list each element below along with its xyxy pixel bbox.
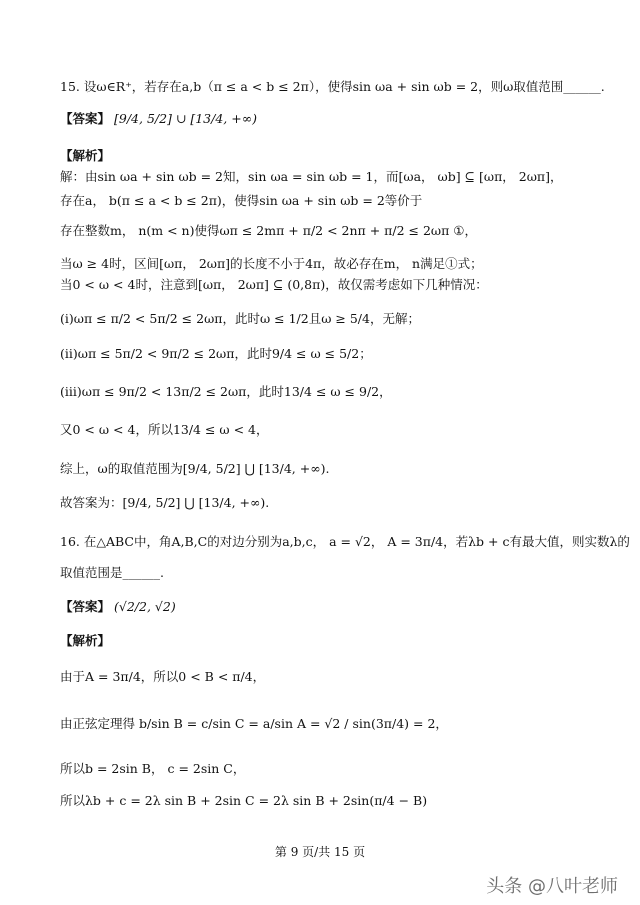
q15-line-5: 当0 < ω < 4时，注意到[ωπ， 2ωπ] ⊆ (0,8π)，故仅需考虑如下几种情况： [60, 277, 488, 292]
q15-line-3: 存在整数m， n(m < n)使得ωπ ≤ 2mπ + π/2 < 2nπ + π/2 ≤ 2ωπ ①， [60, 223, 478, 238]
q15-line-4: 当ω ≥ 4时，区间[ωπ， 2ωπ]的长度不小于4π，故必存在m， n满足①式； [60, 256, 483, 271]
analysis-label: 【解析】 [60, 633, 111, 648]
q16-line-4: 所以λb + c = 2λ sin B + 2sin C = 2λ sin B + 2sin(π/4 − B) [60, 793, 428, 808]
q15-answer [60, 110, 257, 128]
answer-text: (√2/2, √2) [114, 599, 176, 614]
q15-line-11: 故答案为：[9/4, 5/2] ⋃ [13/4, +∞). [60, 495, 270, 510]
q15-line-2: 存在a， b(π ≤ a < b ≤ 2π)，使得sin ωa + sin ωb = 2等价于 [60, 193, 423, 208]
page-footer: 第 9 页/共 15 页 [274, 845, 366, 859]
answer-text: [9/4, 5/2] ∪ [13/4, +∞) [114, 111, 258, 126]
q15-line-6: (i)ωπ ≤ π/2 < 5π/2 ≤ 2ωπ，此时ω ≤ 1/2且ω ≥ 5/4，无解； [60, 311, 420, 326]
q16-stem-1: 16. 在△ABC中，角A,B,C的对边分别为a,b,c， a = √2， A = 3π/4，若λb + c有最大值，则实数λ的 [60, 534, 630, 549]
q16-line-1: 由于A = 3π/4，所以0 < B < π/4， [60, 669, 266, 684]
q16-answer [60, 598, 176, 616]
q15-stem: 15. 设ω∈R⁺，若存在a,b（π ≤ a < b ≤ 2π），使得sin ωa + sin ωb = 2，则ω取值范围______. [60, 79, 605, 94]
q15-line-10: 综上，ω的取值范围为[9/4, 5/2] ⋃ [13/4, +∞). [60, 461, 330, 476]
answer-label: 【答案】 [60, 111, 111, 126]
q16-line-2: 由正弦定理得 b/sin B = c/sin C = a/sin A = √2 / sin(3π/4) = 2， [60, 716, 448, 731]
q16-stem-2: 取值范围是______. [60, 565, 164, 580]
analysis-label: 【解析】 [60, 148, 111, 163]
answer-label: 【答案】 [60, 599, 111, 614]
watermark: 头条 @八叶老师 [486, 876, 618, 897]
q15-line-8: (iii)ωπ ≤ 9π/2 < 13π/2 ≤ 2ωπ，此时13/4 ≤ ω ≤ 9/2， [60, 384, 392, 399]
q16-line-3: 所以b = 2sin B， c = 2sin C， [60, 761, 246, 776]
q15-line-7: (ii)ωπ ≤ 5π/2 < 9π/2 ≤ 2ωπ，此时9/4 ≤ ω ≤ 5/2； [60, 346, 372, 361]
q15-line-9: 又0 < ω < 4，所以13/4 ≤ ω < 4， [60, 422, 269, 437]
q15-line-1: 解：由sin ωa + sin ωb = 2知，sin ωa = sin ωb = 1，而[ωa， ωb] ⊆ [ωπ， 2ωπ]， [60, 169, 563, 184]
